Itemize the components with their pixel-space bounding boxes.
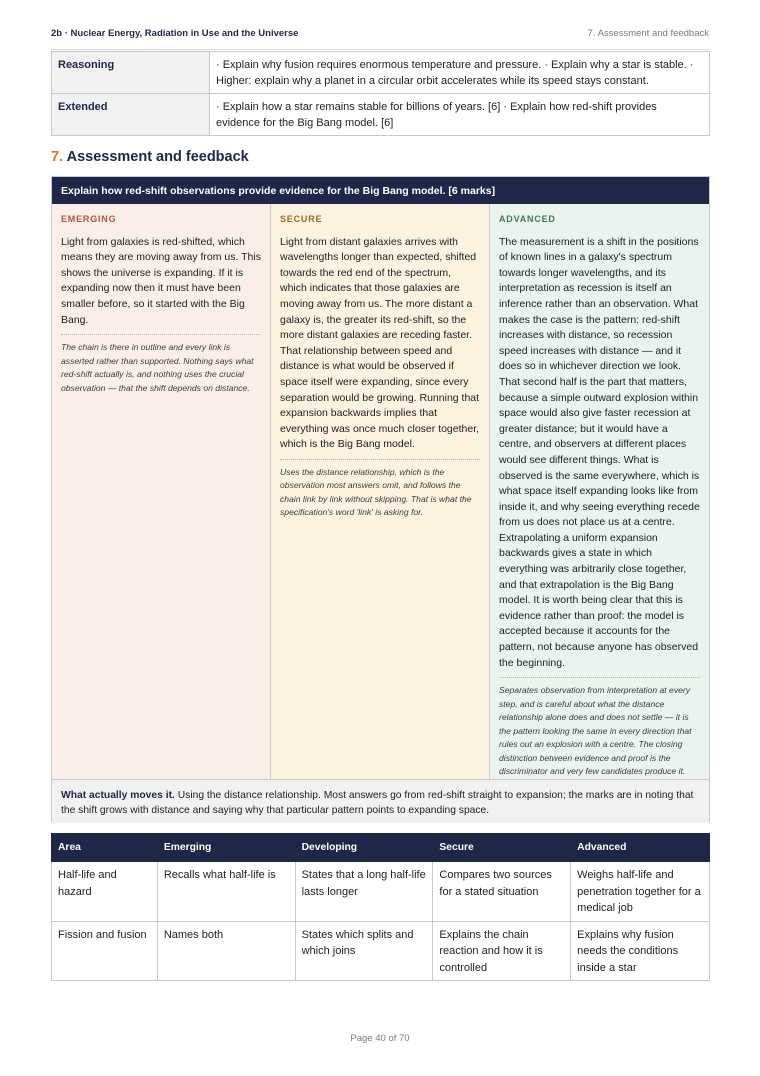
row-label: Reasoning	[52, 52, 210, 94]
table-cell: Recalls what half-life is	[157, 862, 295, 922]
table-cell: Compares two sources for a stated situation	[433, 862, 571, 922]
section-indicator: 7. Assessment and feedback	[587, 28, 709, 39]
column-secure	[271, 204, 490, 779]
table-row	[52, 94, 710, 136]
table-cell: Names both	[157, 921, 295, 981]
column-header: Area	[52, 834, 158, 862]
sample-answer: Light from galaxies is red-shifted, which means they are moving away from us. This shows the universe is expanding. If it is expanding now then it must have been smaller before, so it started with the Big Bang.	[61, 235, 261, 326]
table-header-row	[52, 834, 710, 862]
progression-table	[51, 833, 710, 981]
column-header: Emerging	[157, 834, 295, 862]
column-header: Developing	[295, 834, 433, 862]
row-text: · Explain why fusion requires enormous temperature and pressure. · Explain why a star is stable. · Higher: explain why a planet in a circular orbit accelerates while its speed stays constant.	[210, 52, 710, 94]
section-number: 7.	[51, 149, 64, 165]
column-header: Secure	[433, 834, 571, 862]
column-emerging	[52, 204, 271, 779]
sample-answer: The measurement is a shift in the positions of known lines in a galaxy's spectrum towards longer wavelengths, and its interpretation as recession is itself an inference rather than an observation. What makes the case is the pattern: red-shift increases with distance, so recession speed increases with distance — and it does so in whichever direction we look. That second half is the part that matters, because a simple outward explosion within space would also give faster recession at greater distance; but it would have a centre, and observers at different places would see different things. What is observed is the same everywhere, which is what space itself expanding looks like from inside it, and why seeing everything recede from us does not place us at a centre. Extrapolating a uniform expansion backwards gives a state in which everything was arbitrarily close together, and that extrapolation is the Big Bang model. It is worth being clear that this is evidence rather than proof: the model is accepted because it accounts for the pattern, not because anyone has observed the beginning.	[499, 235, 700, 669]
column-header: Advanced	[571, 834, 710, 862]
table-cell: Explains the chain reaction and how it is controlled	[433, 921, 571, 981]
section-title: Assessment and feedback	[66, 149, 249, 165]
table-row	[52, 921, 710, 981]
sample-answer: Light from distant galaxies arrives with wavelengths longer than expected, shifted towards the red end of the spectrum, which indicates that those galaxies are moving away from us. The more distant a galaxy is, the greater its red-shift, so the more distant galaxies are receding faster. That relationship between speed and distance is what would be observed if space itself were expanding, since every separation would be growing. Running that expansion backwards implies that everything was once much closer together, which is the Big Bang model.	[280, 235, 480, 451]
table-row	[52, 862, 710, 922]
examiner-note: Separates observation from interpretation at every step, and is careful about what the distance relationship alone does and does not settle — it is the pattern looking the same in every direction that rules out an explosion with a centre. The closing distinction between evidence and proof is the discriminator and very few candidates produce it.	[499, 677, 700, 779]
column-label: EMERGING	[61, 214, 117, 224]
table-cell: Explains why fusion needs the conditions inside a star	[571, 921, 710, 981]
page-number: Page 40 of 70	[350, 1033, 410, 1044]
table-cell: Fission and fusion	[52, 921, 158, 981]
moves-label: What actually moves it.	[61, 790, 175, 801]
moves-callout	[52, 779, 709, 823]
table-cell: Weighs half-life and penetration together for a medical job	[571, 862, 710, 922]
table-row	[52, 52, 710, 94]
table-cell: States which splits and which joins	[295, 921, 433, 981]
row-label: Extended	[52, 94, 210, 136]
table-cell: Half-life and hazard	[52, 862, 158, 922]
examiner-note: The chain is there in outline and every link is asserted rather than supported. Nothing says what red-shift actually is, and nothing uses the crucial observation — that the shift depends on distance.	[61, 334, 261, 395]
section-heading	[51, 149, 249, 165]
column-label: ADVANCED	[499, 214, 556, 224]
examiner-note: Uses the distance relationship, which is the observation most answers omit, and follows the chain link by link without skipping. That is what the specification's word 'link' is asking for.	[280, 459, 480, 520]
document-title: 2b · Nuclear Energy, Radiation in Use and the Universe	[51, 28, 299, 39]
assessment-question: Explain how red-shift observations provide evidence for the Big Bang model. [6 marks]	[52, 177, 709, 204]
table-cell: States that a long half-life lasts longer	[295, 862, 433, 922]
assessment-panel	[51, 176, 710, 822]
moves-text: Using the distance relationship. Most answers go from red-shift straight to expansion; the marks are in noting that the shift grows with distance and saying why that particular pattern points to expanding space.	[61, 790, 694, 816]
outcomes-table	[51, 51, 710, 136]
page-header	[51, 28, 709, 50]
row-text: · Explain how a star remains stable for billions of years. [6] · Explain how red-shift provides evidence for the Big Bang model. [6]	[210, 94, 710, 136]
column-label: SECURE	[280, 214, 323, 224]
column-advanced	[490, 204, 709, 779]
answer-columns	[52, 204, 709, 779]
